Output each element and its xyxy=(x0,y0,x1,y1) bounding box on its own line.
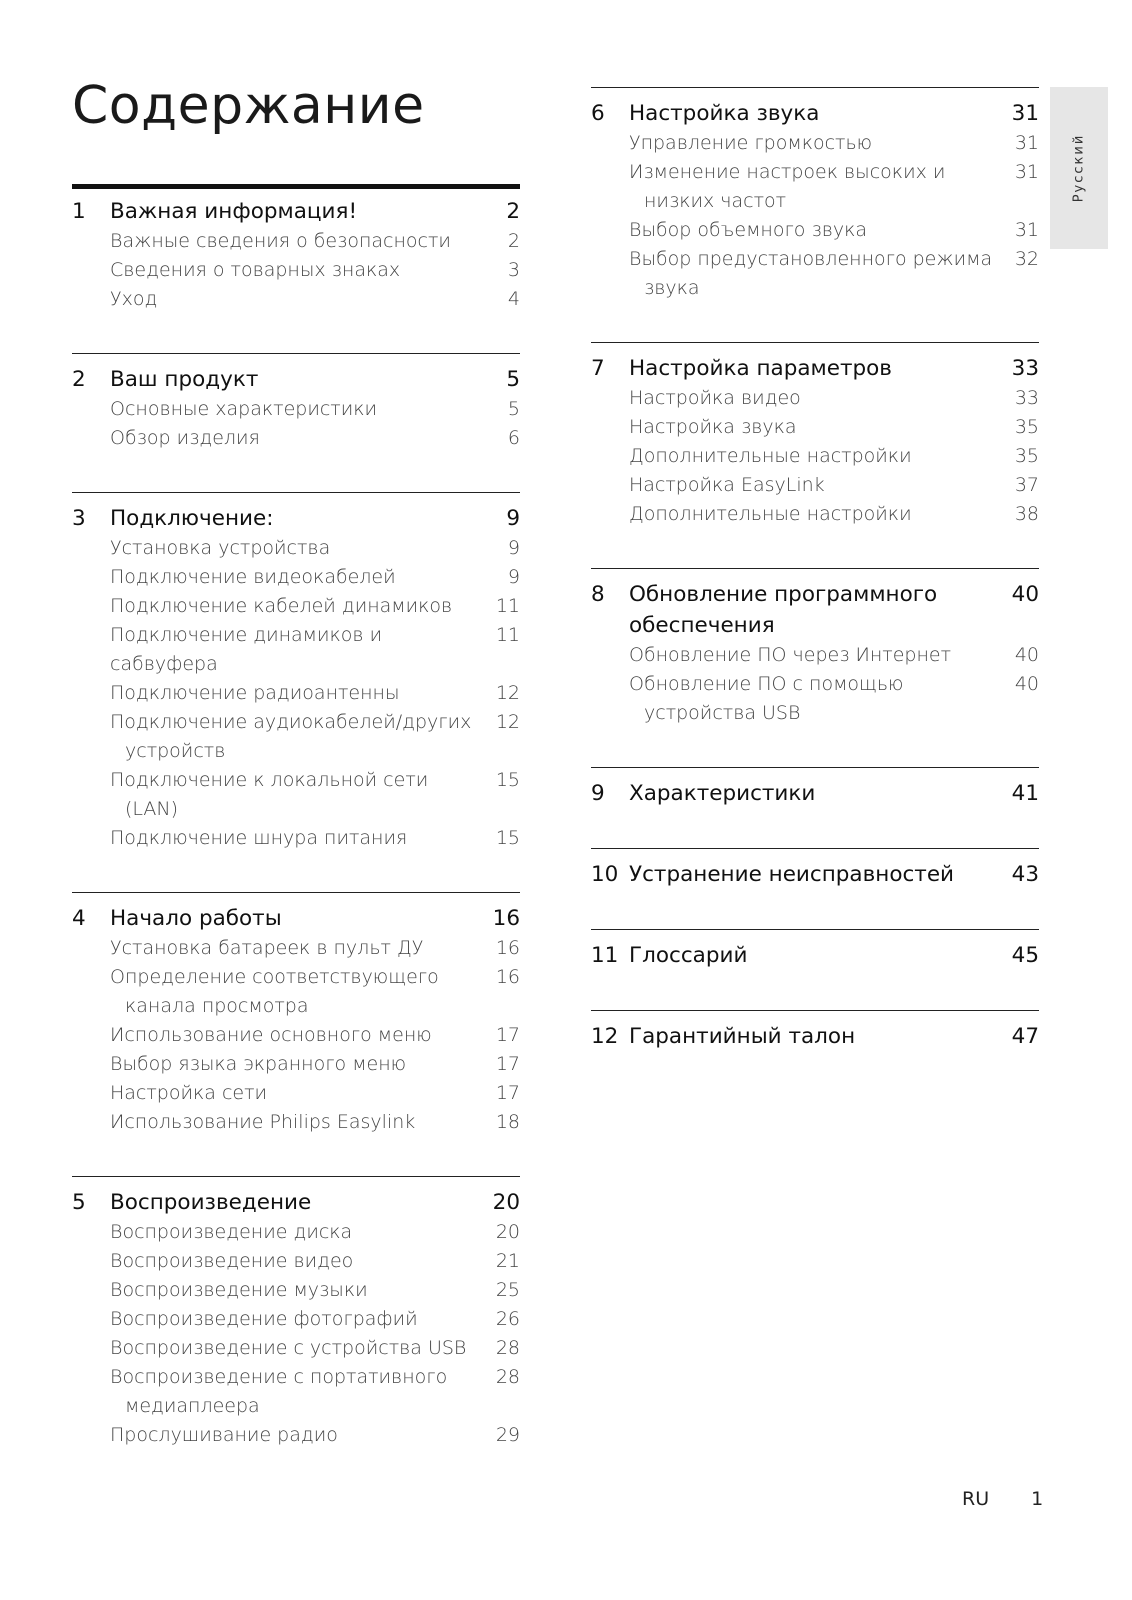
toc-entry-title xyxy=(629,413,1015,442)
toc-entry-title xyxy=(629,500,1015,529)
toc-entry-title xyxy=(110,534,508,563)
section-title-text: Ваш продукт xyxy=(110,367,259,392)
toc-entry-line: Подключение видеокабелей xyxy=(110,566,396,588)
section-number: 9 xyxy=(591,781,605,806)
toc-entry-line: Обновление ПО с помощью xyxy=(629,673,904,695)
toc-entry[interactable] xyxy=(591,384,1039,413)
toc-entry-title xyxy=(110,1421,496,1450)
toc-entry[interactable] xyxy=(72,592,520,621)
toc-entry-title xyxy=(110,963,496,1021)
toc-entry-title xyxy=(110,563,508,592)
section-page-number: 9 xyxy=(506,506,520,531)
toc-entry-line: Воспроизведение фотографий xyxy=(110,1308,418,1330)
toc-entry-page-number: 26 xyxy=(495,1308,520,1330)
section-number: 7 xyxy=(591,356,605,381)
toc-entry-line: Подключение шнура питания xyxy=(110,827,408,849)
toc-entry-page-number: 31 xyxy=(1014,219,1039,241)
footer-language: RU xyxy=(962,1488,990,1510)
toc-entry-page-number: 29 xyxy=(495,1424,520,1446)
section-title-line: Настройка звука xyxy=(629,101,820,126)
toc-entry-page-number: 33 xyxy=(1014,387,1039,409)
toc-entry-title xyxy=(110,824,496,853)
toc-entry-line: Воспроизведение с устройства USB xyxy=(110,1337,467,1359)
section-title xyxy=(110,364,506,395)
toc-entry-title xyxy=(629,216,1015,245)
section-page-number: 2 xyxy=(506,199,520,224)
toc-entry-page-number: 17 xyxy=(495,1053,520,1075)
section-number: 11 xyxy=(591,943,619,968)
toc-entry-line: устройства USB xyxy=(644,702,801,724)
toc-section xyxy=(591,929,1039,971)
toc-entry-line: Воспроизведение диска xyxy=(110,1221,353,1243)
page-title: Содержание xyxy=(72,76,425,136)
toc-entry[interactable] xyxy=(591,471,1039,500)
toc-entry-title xyxy=(629,129,1015,158)
toc-entry-page-number: 20 xyxy=(495,1221,520,1243)
section-number: 8 xyxy=(591,582,605,607)
toc-section xyxy=(591,848,1039,890)
toc-section-heading[interactable] xyxy=(591,859,1039,890)
toc-entry-line: Воспроизведение музыки xyxy=(110,1279,368,1301)
toc-entry-title xyxy=(110,424,508,453)
toc-section-heading[interactable] xyxy=(591,98,1039,129)
toc-entry-page-number: 32 xyxy=(1014,248,1039,270)
toc-entry-page-number: 5 xyxy=(507,398,520,420)
toc-entry[interactable] xyxy=(591,442,1039,471)
toc-entry-page-number: 31 xyxy=(1014,161,1039,183)
toc-entry[interactable] xyxy=(591,670,1039,728)
toc-entry[interactable] xyxy=(591,216,1039,245)
toc-entry-line: Основные характеристики xyxy=(110,398,378,420)
toc-entry[interactable] xyxy=(72,1050,520,1079)
section-title xyxy=(629,778,1012,809)
toc-entry-title xyxy=(110,1247,496,1276)
toc-section-heading[interactable] xyxy=(591,1021,1039,1052)
section-title-line: Устранение неисправностей xyxy=(629,862,955,887)
section-title-text: Важная информация! xyxy=(110,199,358,224)
toc-entry-title xyxy=(110,1218,496,1247)
toc-entry[interactable] xyxy=(72,1108,520,1137)
toc-entry[interactable] xyxy=(72,424,520,453)
toc-entry-line: Установка устройства xyxy=(110,537,331,559)
toc-entry-line: Установка батареек в пульт ДУ xyxy=(110,937,424,959)
section-title-text: Воспроизведение xyxy=(110,1190,312,1215)
toc-entry-page-number: 16 xyxy=(495,937,520,959)
toc-entry-line: Обновление ПО через Интернет xyxy=(629,644,951,666)
toc-entry-title xyxy=(110,395,508,424)
section-page-number: 5 xyxy=(506,367,520,392)
section-title xyxy=(110,903,493,934)
toc-entry-page-number: 17 xyxy=(495,1024,520,1046)
toc-entry-line: Выбор языка экранного меню xyxy=(110,1053,407,1075)
toc-entry-title xyxy=(110,1050,496,1079)
toc-entry-line: Определение соответствующего xyxy=(110,966,439,988)
toc-entry-line: Обзор изделия xyxy=(110,427,260,449)
toc-section-heading[interactable] xyxy=(72,364,520,395)
toc-entry-line: устройств xyxy=(125,740,226,762)
section-title-text: Подключение: xyxy=(110,506,274,531)
toc-entry-page-number: 21 xyxy=(495,1250,520,1272)
toc-entry-line: Сведения о товарных знаках xyxy=(110,259,401,281)
section-page-number: 16 xyxy=(492,906,520,931)
toc-entry-line: Прослушивание радио xyxy=(110,1424,338,1446)
toc-entry[interactable] xyxy=(591,158,1039,216)
toc-entry-line: Настройка звука xyxy=(629,416,797,438)
toc-section xyxy=(591,342,1039,529)
toc-entry-line: Дополнительные настройки xyxy=(629,503,912,525)
toc-entry-page-number: 9 xyxy=(507,566,520,588)
toc-section-heading[interactable] xyxy=(591,579,1039,641)
section-page-number: 41 xyxy=(1011,781,1039,806)
toc-entry-page-number: 35 xyxy=(1014,445,1039,467)
toc-section xyxy=(591,767,1039,809)
toc-entry-line: Воспроизведение видео xyxy=(110,1250,354,1272)
section-page-number: 47 xyxy=(1011,1024,1039,1049)
toc-entry-page-number: 40 xyxy=(1014,644,1039,666)
section-title-line: Гарантийный талон xyxy=(629,1024,856,1049)
toc-entry-title xyxy=(110,1276,496,1305)
toc-entry-page-number: 15 xyxy=(495,769,520,791)
toc-section-heading[interactable] xyxy=(72,903,520,934)
toc-entry-title xyxy=(629,442,1015,471)
toc-entry-title xyxy=(110,1363,496,1421)
section-title-line: Характеристики xyxy=(629,781,816,806)
toc-left-column xyxy=(72,184,520,1489)
toc-entry-page-number: 17 xyxy=(495,1082,520,1104)
toc-section-heading[interactable] xyxy=(72,196,520,227)
toc-entry-page-number: 12 xyxy=(495,682,520,704)
toc-section xyxy=(72,492,520,853)
toc-entry[interactable] xyxy=(72,1421,520,1450)
section-number: 12 xyxy=(591,1024,619,1049)
toc-entry-title xyxy=(110,1079,496,1108)
toc-entry-line: Настройка видео xyxy=(629,387,801,409)
toc-entry-page-number: 6 xyxy=(507,427,520,449)
toc-entry[interactable] xyxy=(72,227,520,256)
section-title-line: Глоссарий xyxy=(629,943,748,968)
toc-entry-line: Подключение аудиокабелей/других xyxy=(110,711,472,733)
toc-entry[interactable] xyxy=(72,256,520,285)
toc-entry-page-number: 28 xyxy=(495,1366,520,1388)
toc-entry[interactable] xyxy=(72,1079,520,1108)
section-number: 5 xyxy=(72,1190,86,1215)
section-title-text: Начало работы xyxy=(110,906,282,931)
toc-entry-line: Использование основного меню xyxy=(110,1024,432,1046)
language-tab xyxy=(1050,87,1108,249)
toc-section-heading[interactable] xyxy=(591,940,1039,971)
toc-entry-line: Подключение к локальной сети xyxy=(110,769,429,791)
toc-section-heading[interactable] xyxy=(72,503,520,534)
section-title xyxy=(629,353,1012,384)
section-title xyxy=(629,859,1012,890)
section-page-number: 45 xyxy=(1011,943,1039,968)
section-title-line: обеспечения xyxy=(629,613,775,638)
toc-section xyxy=(72,353,520,453)
section-title xyxy=(629,579,1012,641)
toc-entry[interactable] xyxy=(72,621,520,679)
toc-entry-title xyxy=(110,934,496,963)
section-title xyxy=(110,503,506,534)
toc-entry-line: звука xyxy=(644,277,700,299)
toc-entry[interactable] xyxy=(72,934,520,963)
toc-entry-title xyxy=(629,471,1015,500)
toc-entry-line: Воспроизведение с портативного xyxy=(110,1366,448,1388)
toc-entry-line: Изменение настроек высоких и xyxy=(629,161,946,183)
toc-entry[interactable] xyxy=(72,1021,520,1050)
language-tab-label: Русский xyxy=(1071,133,1087,203)
toc-section xyxy=(72,1176,520,1450)
toc-entry-line: (LAN) xyxy=(125,798,179,820)
toc-entry-page-number: 25 xyxy=(495,1279,520,1301)
toc-entry-line: низких частот xyxy=(644,190,787,212)
toc-entry-title xyxy=(110,1108,496,1137)
toc-entry-line: Подключение кабелей динамиков xyxy=(110,595,453,617)
toc-section xyxy=(591,1010,1039,1052)
toc-entry-page-number: 15 xyxy=(495,827,520,849)
toc-entry-page-number: 35 xyxy=(1014,416,1039,438)
toc-entry[interactable] xyxy=(591,641,1039,670)
toc-entry[interactable] xyxy=(72,766,520,824)
toc-entry[interactable] xyxy=(72,395,520,424)
toc-entry-page-number: 12 xyxy=(495,711,520,733)
section-page-number: 43 xyxy=(1011,862,1039,887)
toc-entry-line: Выбор предустановленного режима xyxy=(629,248,993,270)
toc-entry-title xyxy=(110,256,508,285)
toc-entry[interactable] xyxy=(72,1334,520,1363)
toc-entry-title xyxy=(110,592,496,621)
section-title xyxy=(629,98,1012,129)
toc-entry[interactable] xyxy=(72,1305,520,1334)
toc-entry-line: Подключение динамиков и сабвуфера xyxy=(110,624,383,675)
toc-entry-page-number: 16 xyxy=(495,966,520,988)
toc-entry[interactable] xyxy=(72,824,520,853)
toc-entry-page-number: 40 xyxy=(1014,673,1039,695)
section-page-number: 40 xyxy=(1011,582,1039,607)
toc-entry-title xyxy=(629,641,1015,670)
toc-entry-title xyxy=(629,245,1015,303)
toc-entry-page-number: 31 xyxy=(1014,132,1039,154)
section-number: 3 xyxy=(72,506,86,531)
toc-entry-line: Управление громкостью xyxy=(629,132,873,154)
toc-entry-title xyxy=(110,1334,496,1363)
toc-section-heading[interactable] xyxy=(591,353,1039,384)
toc-entry-page-number: 18 xyxy=(495,1111,520,1133)
toc-entry-title xyxy=(629,158,1015,216)
toc-entry[interactable] xyxy=(591,413,1039,442)
toc-entry[interactable] xyxy=(72,963,520,1021)
toc-entry-line: Настройка EasyLink xyxy=(629,474,825,496)
section-title xyxy=(629,940,1012,971)
section-number: 4 xyxy=(72,906,86,931)
toc-entry-title xyxy=(110,621,496,679)
toc-entry-title xyxy=(629,384,1015,413)
section-number: 2 xyxy=(72,367,86,392)
toc-section xyxy=(72,184,520,314)
toc-entry-page-number: 3 xyxy=(507,259,520,281)
toc-entry[interactable] xyxy=(72,679,520,708)
toc-entry-line: медиаплеера xyxy=(125,1395,260,1417)
toc-entry-page-number: 2 xyxy=(507,230,520,252)
toc-entry[interactable] xyxy=(591,245,1039,303)
toc-entry-page-number: 4 xyxy=(507,288,520,310)
toc-entry-line: Важные сведения о безопасности xyxy=(110,230,451,252)
toc-entry[interactable] xyxy=(72,1276,520,1305)
section-title xyxy=(110,1187,493,1218)
toc-entry[interactable] xyxy=(72,285,520,314)
toc-entry-title xyxy=(110,285,508,314)
toc-entry-title xyxy=(110,1305,496,1334)
toc-entry[interactable] xyxy=(72,534,520,563)
toc-entry-title xyxy=(629,670,1015,728)
section-number: 6 xyxy=(591,101,605,126)
toc-entry[interactable] xyxy=(72,1247,520,1276)
toc-entry-line: Использование Philips Easylink xyxy=(110,1111,416,1133)
toc-entry-page-number: 11 xyxy=(495,595,520,617)
section-title xyxy=(110,196,506,227)
section-title-line: Настройка параметров xyxy=(629,356,892,381)
toc-entry-title xyxy=(110,679,496,708)
section-title xyxy=(629,1021,1012,1052)
toc-section-heading[interactable] xyxy=(591,778,1039,809)
toc-entry-page-number: 9 xyxy=(507,537,520,559)
toc-entry-line: Уход xyxy=(110,288,158,310)
toc-entry-line: Настройка сети xyxy=(110,1082,268,1104)
toc-entry-title xyxy=(110,1021,496,1050)
toc-entry[interactable] xyxy=(591,129,1039,158)
section-number: 1 xyxy=(72,199,86,224)
toc-entry-title xyxy=(110,227,508,256)
toc-entry-page-number: 28 xyxy=(495,1337,520,1359)
footer-page-number: 1 xyxy=(1031,1488,1044,1510)
toc-entry[interactable] xyxy=(72,1363,520,1421)
toc-entry-line: канала просмотра xyxy=(125,995,309,1017)
toc-section xyxy=(591,568,1039,728)
toc-entry[interactable] xyxy=(72,563,520,592)
toc-entry-page-number: 38 xyxy=(1014,503,1039,525)
toc-entry[interactable] xyxy=(591,500,1039,529)
toc-entry-line: Выбор объемного звука xyxy=(629,219,868,241)
section-page-number: 33 xyxy=(1011,356,1039,381)
section-page-number: 31 xyxy=(1011,101,1039,126)
section-page-number: 20 xyxy=(492,1190,520,1215)
page-footer xyxy=(962,1488,1043,1510)
toc-entry[interactable] xyxy=(72,1218,520,1247)
toc-entry-title xyxy=(110,766,496,824)
toc-section xyxy=(72,892,520,1137)
toc-entry-line: Подключение радиоантенны xyxy=(110,682,400,704)
toc-section xyxy=(591,87,1039,303)
toc-entry-title xyxy=(110,708,496,766)
section-number: 10 xyxy=(591,862,619,887)
toc-entry[interactable] xyxy=(72,708,520,766)
toc-entry-page-number: 11 xyxy=(495,624,520,646)
toc-entry-page-number: 37 xyxy=(1014,474,1039,496)
toc-entry-line: Дополнительные настройки xyxy=(629,445,912,467)
toc-right-column xyxy=(591,87,1039,1091)
toc-section-heading[interactable] xyxy=(72,1187,520,1218)
section-title-line: Обновление программного xyxy=(629,582,938,607)
